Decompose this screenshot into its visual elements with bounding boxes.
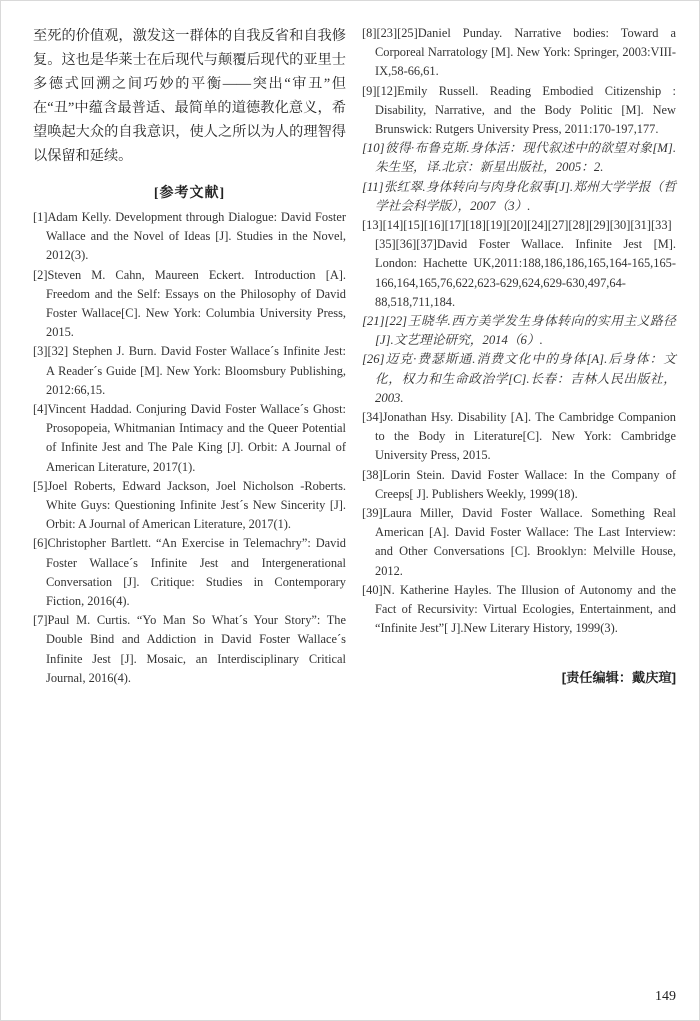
reference-item-2: [2]Steven M. Cahn, Maureen Eckert. Introduction [A]. Freedom and the Self: Essays on the Philosophy of David Foster Wallace[C]. New York: Columbia University Press, 2015. bbox=[33, 267, 346, 340]
right-column bbox=[362, 24, 676, 686]
reference-item-40: [40]N. Katherine Hayles. The Illusion of Autonomy and the Fact of Recursivity: Virtual Ecologies, Entertainment, and “Infinite Jest”[ J].New Literary History, 1999(3). bbox=[362, 582, 676, 636]
reference-item-6: [6]Christopher Bartlett. “An Exercise in Telemachry”: David Foster Wallace´s Infinite Jest and Intergenerational Conversation [J]. Critique: Studies in Contemporary Fiction, 2016(4). bbox=[33, 536, 346, 609]
left-column bbox=[33, 24, 346, 688]
intro-paragraph: 至死的价值观，激发这一群体的自我反省和自我修复。这也是华莱士在后现代与颠覆后现代的亚里士多德式回溯之间巧妙的平衡——突出“审丑”但在“丑”中蕴含最普适、最简单的道德教化意义，希望唤起大众的自我意识，使人之所以为人的理智得以保留和延续。 bbox=[33, 28, 346, 164]
reference-item-1: [1]Adam Kelly. Development through Dialogue: David Foster Wallace and the Novel of Ideas [J]. Studies in the Novel, 2012(3). bbox=[33, 210, 346, 263]
reference-item-21: [21][22]王晓华.西方美学发生身体转向的实用主义路径[J].文艺理论研究，2014（6）. bbox=[362, 314, 676, 348]
reference-item-10: [10]彼得·布鲁克斯.身体活：现代叙述中的欲望对象[M].朱生坚，译.北京：新星出版社，2005：2. bbox=[362, 141, 676, 175]
reference-item-8: [8][23][25]Daniel Punday. Narrative bodies: Toward a Corporeal Narratology [M]. New York: Springer, 2003:VIII-IX,58-66,61. bbox=[362, 26, 676, 79]
references-heading: [参考文献] bbox=[153, 186, 226, 201]
reference-item-7: [7]Paul M. Curtis. “Yo Man So What´s Your Story”: The Double Bind and Addiction in David Foster Wallace´s Infinite Jest [J]. Mosaic, an Interdisciplinary Critical Journal, 2016(4). bbox=[33, 613, 346, 685]
page-number: 149 bbox=[655, 989, 676, 1004]
editor-note: [责任编辑：戴庆瑄] bbox=[561, 669, 676, 685]
reference-item-38: [38]Lorin Stein. David Foster Wallace: In the Company of Creeps[ J]. Publishers Weekly, 1999(18). bbox=[362, 467, 676, 501]
reference-item-26: [26]迈克·费瑟斯通.消费文化中的身体[A].后身体：文化，权力和生命政治学[C].长春：吉林人民出版社，2003. bbox=[362, 352, 676, 405]
reference-item-11: [11]张红翠.身体转向与肉身化叙事[J].郑州大学学报（哲学社会科学版），2007（3）. bbox=[362, 179, 676, 213]
reference-item-13: [13][14][15][16][17][18][19][20][24][27][28][29][30][31][33][35][36][37]David Foster Wallace. Infinite Jest [M]. London: Hachette UK,2011:188,186,186,165,164-165,165-166,164,165,76,622,623-629,624,629-630,497,64-88,518,711,184. bbox=[362, 218, 676, 309]
reference-item-4: [4]Vincent Haddad. Conjuring David Foster Wallace´s Ghost: Prosopopeia, Whitmanian Intimacy and the Queer Potential of Infinite Jest and The Pale King [J]. Orbit: A Journal of American Literature, 2017(1). bbox=[33, 402, 346, 474]
reference-item-9: [9][12]Emily Russell. Reading Embodied Citizenship : Disability, Narrative, and the Body Politic [M]. New Brunswick: Rutgers University Press, 2011:170-197,177. bbox=[362, 83, 676, 137]
reference-item-3: [3][32] Stephen J. Burn. David Foster Wallace´s Infinite Jest: A Reader´s Guide [M]. New York: Bloomsbury Publishing, 2012:66,15. bbox=[33, 344, 346, 397]
reference-item-34: [34]Jonathan Hsy. Disability [A]. The Cambridge Companion to the Body in Literature[C]. New York: Cambridge University Press, 2015. bbox=[362, 410, 676, 463]
reference-item-5: [5]Joel Roberts, Edward Jackson, Joel Nicholson -Roberts. White Guys: Questioning Infinite Jest´s New Sincerity [J]. Orbit: A Journal of American Literature, 2017(1). bbox=[33, 478, 346, 532]
reference-item-39: [39]Laura Miller, David Foster Wallace. Something Real American [A]. David Foster Wallace: The Last Interview: and Other Conversations [C]. Brooklyn: Melville House, 2012. bbox=[362, 506, 676, 578]
